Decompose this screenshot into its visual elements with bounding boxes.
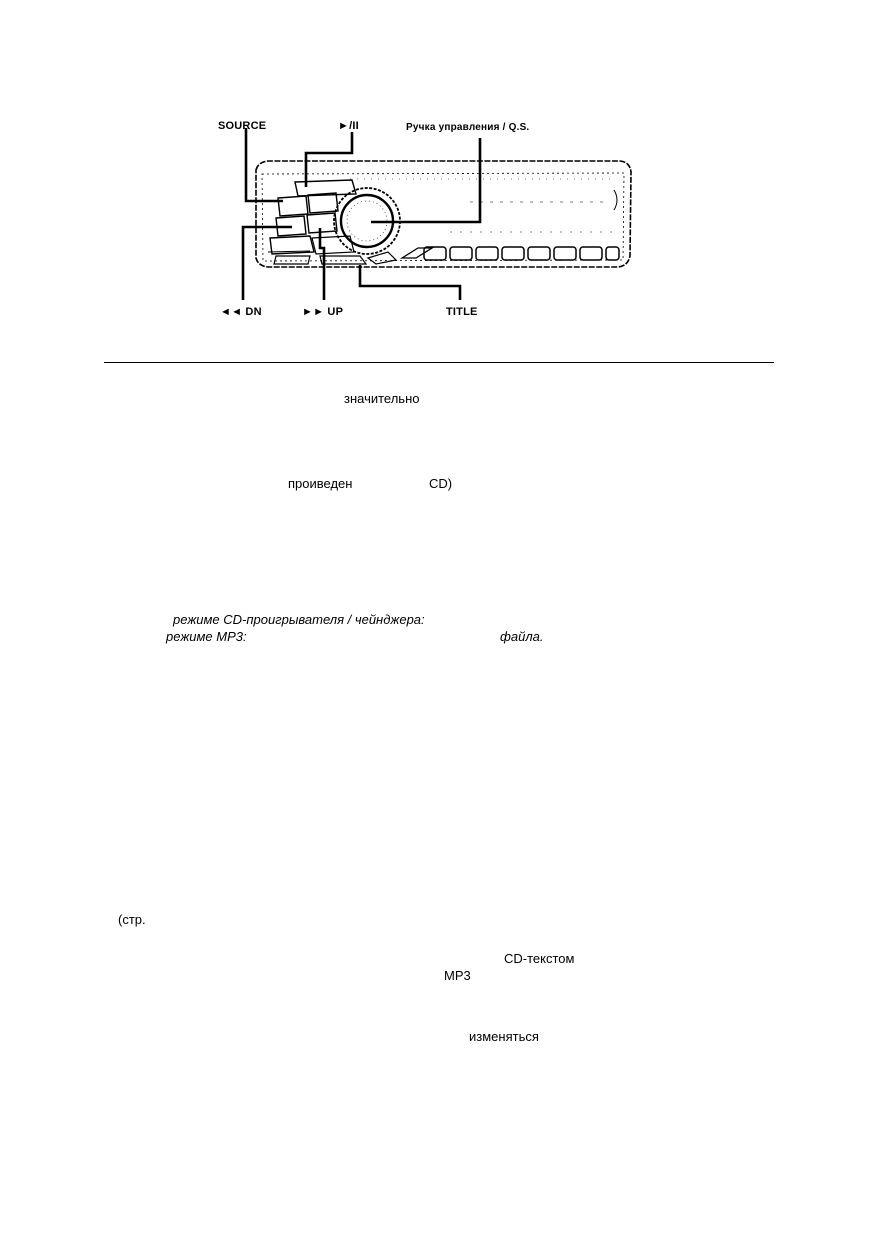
text-fragment: CD): [429, 476, 453, 491]
text-fragment: значительно: [344, 391, 420, 406]
text-fragment: файла.: [500, 629, 544, 644]
head-unit-diagram: [210, 110, 640, 325]
car-radio-faceplate-icon: [210, 110, 640, 325]
prev-dn-label: ◄◄ DN: [220, 306, 262, 318]
section-divider: [104, 362, 774, 363]
text-fragment: MP3: [444, 968, 471, 983]
next-up-label: ►► UP: [302, 306, 344, 318]
text-fragment: режиме MP3:: [166, 629, 247, 644]
text-fragment: изменяться: [469, 1029, 539, 1044]
text-fragment: (стр.: [118, 912, 146, 927]
text-fragment: CD-текстом: [504, 951, 575, 966]
source-label: SOURCE: [218, 120, 267, 132]
play-pause-label: ►/II: [338, 120, 359, 132]
text-fragment: проиведен: [288, 476, 353, 491]
title-label: TITLE: [446, 306, 478, 318]
control-knob-label: Ручка управления / Q.S.: [406, 122, 530, 133]
text-fragment: режиме CD-проигрывателя / чейнджера:: [173, 612, 425, 627]
